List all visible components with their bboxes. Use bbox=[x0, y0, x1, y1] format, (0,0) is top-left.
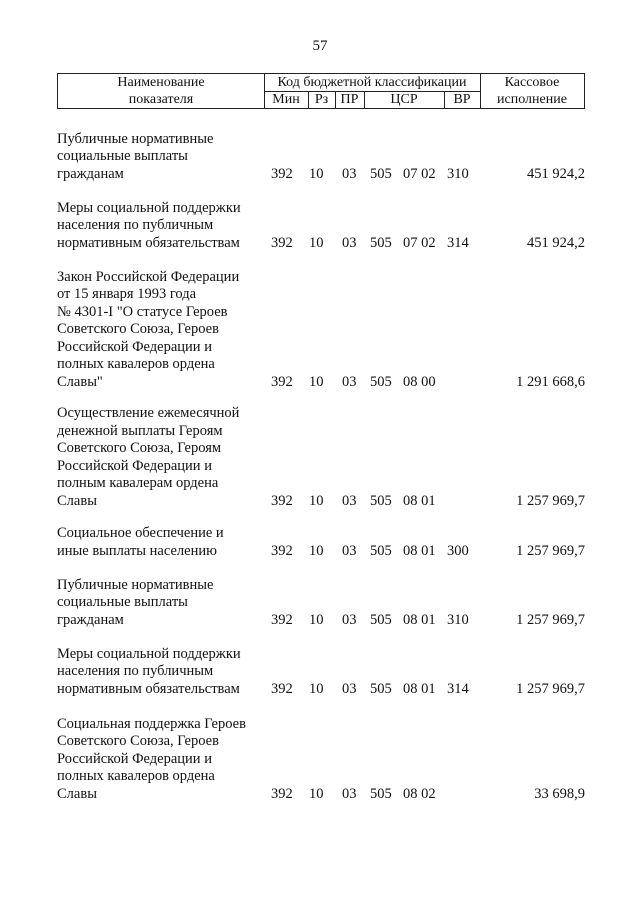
row-min: 392 bbox=[271, 492, 293, 509]
row-min: 392 bbox=[271, 373, 293, 390]
header-col-csr: ЦСР bbox=[390, 92, 418, 107]
header-col-rz: Рз bbox=[314, 92, 329, 107]
row-min: 392 bbox=[271, 785, 293, 802]
header-col-pr: ПР bbox=[340, 92, 359, 107]
row-sum: 451 924,2 bbox=[527, 234, 585, 251]
header-col-vr: ВР bbox=[453, 92, 471, 107]
row-csr-item: 08 01 bbox=[403, 680, 436, 697]
row-csr-item: 08 00 bbox=[403, 373, 436, 390]
row-name: Меры социальной поддержки населения по публичным нормативным обязательствам bbox=[57, 199, 241, 251]
row-sum: 451 924,2 bbox=[527, 165, 585, 182]
row-rz: 10 bbox=[309, 165, 324, 182]
row-csr-program: 505 bbox=[370, 611, 392, 628]
row-rz: 10 bbox=[309, 492, 324, 509]
row-sum: 1 257 969,7 bbox=[516, 542, 585, 559]
row-csr-program: 505 bbox=[370, 492, 392, 509]
row-name: Социальная поддержка Героев Советского Союза, Героев Российской Федерации и полных кавалеров ордена Славы bbox=[57, 715, 246, 802]
row-pr: 03 bbox=[342, 234, 357, 251]
row-rz: 10 bbox=[309, 611, 324, 628]
row-pr: 03 bbox=[342, 492, 357, 509]
row-min: 392 bbox=[271, 680, 293, 697]
row-name: Осуществление ежемесячной денежной выплаты Героям Советского Союза, Героям Российской Федерации и полным кавалерам ордена Славы bbox=[57, 405, 240, 509]
row-min: 392 bbox=[271, 234, 293, 251]
header-col-min: Мин bbox=[272, 92, 300, 107]
row-vr: 300 bbox=[447, 542, 469, 559]
row-pr: 03 bbox=[342, 373, 357, 390]
row-sum: 1 291 668,6 bbox=[516, 373, 585, 390]
row-sum: 1 257 969,7 bbox=[516, 680, 585, 697]
row-csr-item: 08 01 bbox=[403, 611, 436, 628]
row-rz: 10 bbox=[309, 234, 324, 251]
row-csr-item: 08 01 bbox=[403, 542, 436, 559]
row-rz: 10 bbox=[309, 373, 324, 390]
row-csr-program: 505 bbox=[370, 785, 392, 802]
row-csr-program: 505 bbox=[370, 680, 392, 697]
row-csr-item: 08 02 bbox=[403, 785, 436, 802]
row-csr-program: 505 bbox=[370, 234, 392, 251]
table-row bbox=[57, 644, 585, 698]
row-name: Закон Российской Федерации от 15 января 1993 года № 4301-I "О статусе Героев Советского Союза, Героев Российской Федерации и полных кавалеров ордена Славы" bbox=[57, 268, 240, 390]
row-name: Публичные нормативные социальные выплаты гражданам bbox=[57, 130, 214, 182]
row-vr: 314 bbox=[447, 234, 469, 251]
header-name-line1: Наименование bbox=[117, 75, 205, 90]
table-row bbox=[57, 404, 585, 510]
row-name: Социальное обеспечение и иные выплаты населению bbox=[57, 525, 224, 559]
table-row bbox=[57, 575, 585, 629]
row-vr: 314 bbox=[447, 680, 469, 697]
header-sum-line2: исполнение bbox=[497, 92, 567, 107]
table-row bbox=[57, 713, 585, 803]
header-sum-line1: Кассовое bbox=[504, 75, 560, 90]
row-csr-program: 505 bbox=[370, 373, 392, 390]
table-row bbox=[57, 196, 585, 252]
table-header bbox=[57, 73, 585, 109]
row-name: Публичные нормативные социальные выплаты гражданам bbox=[57, 576, 214, 628]
row-rz: 10 bbox=[309, 542, 324, 559]
row-pr: 03 bbox=[342, 785, 357, 802]
header-name-line2: показателя bbox=[128, 92, 194, 107]
row-pr: 03 bbox=[342, 611, 357, 628]
row-pr: 03 bbox=[342, 680, 357, 697]
row-csr-program: 505 bbox=[370, 165, 392, 182]
row-csr-program: 505 bbox=[370, 542, 392, 559]
table-row bbox=[57, 524, 585, 560]
row-pr: 03 bbox=[342, 542, 357, 559]
row-pr: 03 bbox=[342, 165, 357, 182]
row-vr: 310 bbox=[447, 165, 469, 182]
row-min: 392 bbox=[271, 542, 293, 559]
row-csr-item: 07 02 bbox=[403, 234, 436, 251]
row-min: 392 bbox=[271, 165, 293, 182]
row-csr-item: 08 01 bbox=[403, 492, 436, 509]
page-number: 57 bbox=[312, 38, 328, 54]
row-sum: 33 698,9 bbox=[534, 785, 585, 802]
row-min: 392 bbox=[271, 611, 293, 628]
row-sum: 1 257 969,7 bbox=[516, 492, 585, 509]
header-code-group: Код бюджетной классификации bbox=[277, 75, 467, 90]
row-sum: 1 257 969,7 bbox=[516, 611, 585, 628]
row-rz: 10 bbox=[309, 680, 324, 697]
row-vr: 310 bbox=[447, 611, 469, 628]
row-name: Меры социальной поддержки населения по публичным нормативным обязательствам bbox=[57, 645, 241, 697]
row-rz: 10 bbox=[309, 785, 324, 802]
table-row bbox=[57, 265, 585, 391]
table-row bbox=[57, 127, 585, 183]
row-csr-item: 07 02 bbox=[403, 165, 436, 182]
